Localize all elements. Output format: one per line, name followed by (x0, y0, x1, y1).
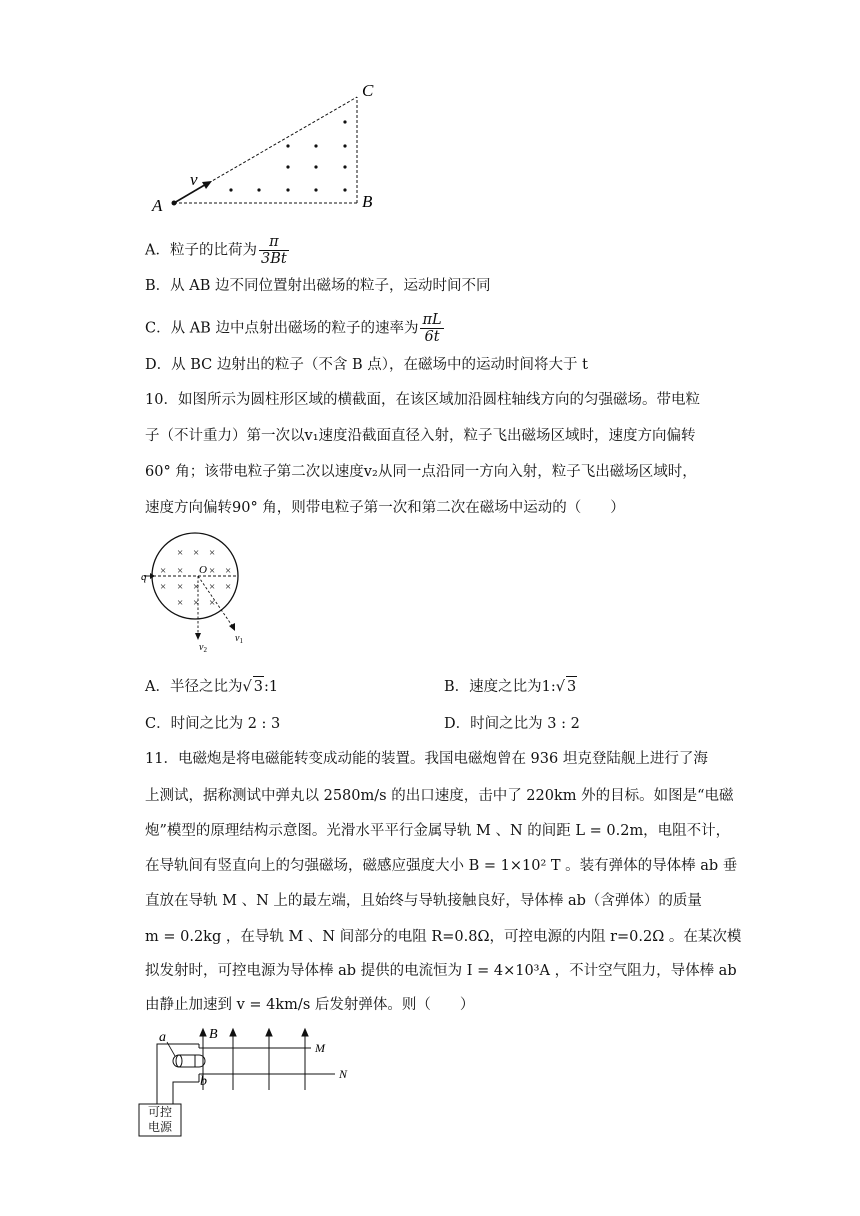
q9-option-d[interactable]: D．从 BC 边射出的粒子（不含 B 点），在磁场中的运动时间将大于 t (145, 357, 588, 373)
q11-stem-line-4: 在导轨间有竖直向上的匀强磁场，磁感应强度大小 B = 1×10² T 。装有弹体的导体棒 ab 垂 (145, 858, 738, 874)
label-v1: $v_1$ (235, 633, 243, 645)
q11-stem-line-1: 11．电磁炮是将电磁能转变成动能的装置。我国电磁炮曾在 936 坦克登陆舰上进行了海 (145, 751, 708, 767)
q11-stem-line-3: 炮”模型的原理结构示意图。光滑水平平行金属导轨 M 、N 的间距 L = 0.2m，电阻不计， (145, 823, 731, 839)
fraction: $\frac{\pi}{3Bt}$ (260, 234, 287, 267)
label-C: C (362, 81, 374, 100)
svg-text:×: × (177, 565, 184, 577)
q9-option-a[interactable]: A．粒子的比荷为 $\frac{\pi}{3Bt}$ (145, 234, 287, 267)
q11-stem-line-2: 上测试，据称测试中弹丸以 2580m/s 的出口速度，击中了 220km 外的目标。如图是“电磁 (145, 788, 734, 804)
label-O: O (199, 564, 207, 576)
label-M: M (315, 1041, 325, 1055)
fraction: $\frac{\pi L}{6t}$ (422, 312, 442, 345)
sqrt-symbol: √ (242, 679, 252, 695)
svg-text:×: × (225, 581, 232, 593)
q9-option-b[interactable]: B．从 AB 边不同位置射出磁场的粒子，运动时间不同 (145, 278, 491, 294)
svg-text:×: × (177, 547, 184, 559)
svg-text:×: × (209, 565, 216, 577)
svg-text:×: × (209, 597, 216, 609)
svg-text:×: × (209, 581, 216, 593)
q10-option-d[interactable]: D．时间之比为 3 : 2 (444, 716, 580, 732)
q11-stem-line-6: m = 0.2kg ，在导轨 M 、N 间部分的电阻 R=0.8Ω，可控电源的内阻 r=0.2Ω 。在某次模 (145, 929, 742, 945)
label-b: b (200, 1074, 207, 1089)
q10-option-b[interactable]: B．速度之比为1:√ 3 (444, 676, 577, 697)
q10-option-c[interactable]: C．时间之比为 2 : 3 (145, 716, 281, 732)
q10-option-a[interactable]: A．半径之比为√ 3:1 (145, 676, 278, 697)
label-A: A (152, 196, 163, 215)
svg-text:×: × (193, 597, 200, 609)
label-N: N (339, 1067, 348, 1081)
svg-text:×: × (177, 581, 184, 593)
svg-text:×: × (177, 597, 184, 609)
svg-text:×: × (225, 565, 232, 577)
label-q: q (141, 571, 147, 583)
sqrt-symbol: √ (555, 679, 566, 695)
svg-text:×: × (160, 565, 167, 577)
svg-text:×: × (193, 581, 200, 593)
label-B: B (362, 192, 373, 211)
q10-stem-line-2: 子（不计重力）第一次以v₁速度沿截面直径入射，粒子飞出磁场区域时，速度方向偏转 (145, 428, 696, 444)
label-v2: $v_2$ (199, 642, 207, 654)
q10-stem-line-3: 60° 角；该带电粒子第二次以速度v₂从同一点沿同一方向入射，粒子飞出磁场区域时， (145, 464, 697, 480)
q9-option-c[interactable]: C．从 AB 边中点射出磁场的粒子的速率为 $\frac{\pi L}{6t}$ (145, 312, 442, 345)
circular-field-figure (138, 530, 258, 655)
q10-stem-line-1: 10．如图所示为圆柱形区域的横截面，在该区域加沿圆柱轴线方向的匀强磁场。带电粒 (145, 392, 700, 408)
controllable-power-source-label: 可控 电源 (147, 1105, 172, 1134)
label-v: v (190, 170, 198, 189)
q11-stem-line-7: 拟发射时，可控电源为导体棒 ab 提供的电流恒为 I = 4×10³A ，不计空气阻力，导体棒 ab (145, 963, 737, 979)
q10-stem-line-4: 速度方向偏转90° 角，则带电粒子第一次和第二次在磁场中运动的（ ） (145, 500, 625, 516)
q11-stem-line-8: 由静止加速到 v = 4km/s 后发射弹体。则（ ） (145, 997, 475, 1013)
svg-text:×: × (193, 547, 200, 559)
triangle-field-figure (140, 78, 390, 218)
label-B-field: B (209, 1027, 218, 1042)
svg-text:×: × (209, 547, 216, 559)
q11-stem-line-5: 直放在导轨 M 、N 上的最左端，且始终与导轨接触良好，导体棒 ab（含弹体）的质量 (145, 893, 702, 909)
svg-text:×: × (160, 581, 167, 593)
label-a: a (159, 1030, 166, 1045)
